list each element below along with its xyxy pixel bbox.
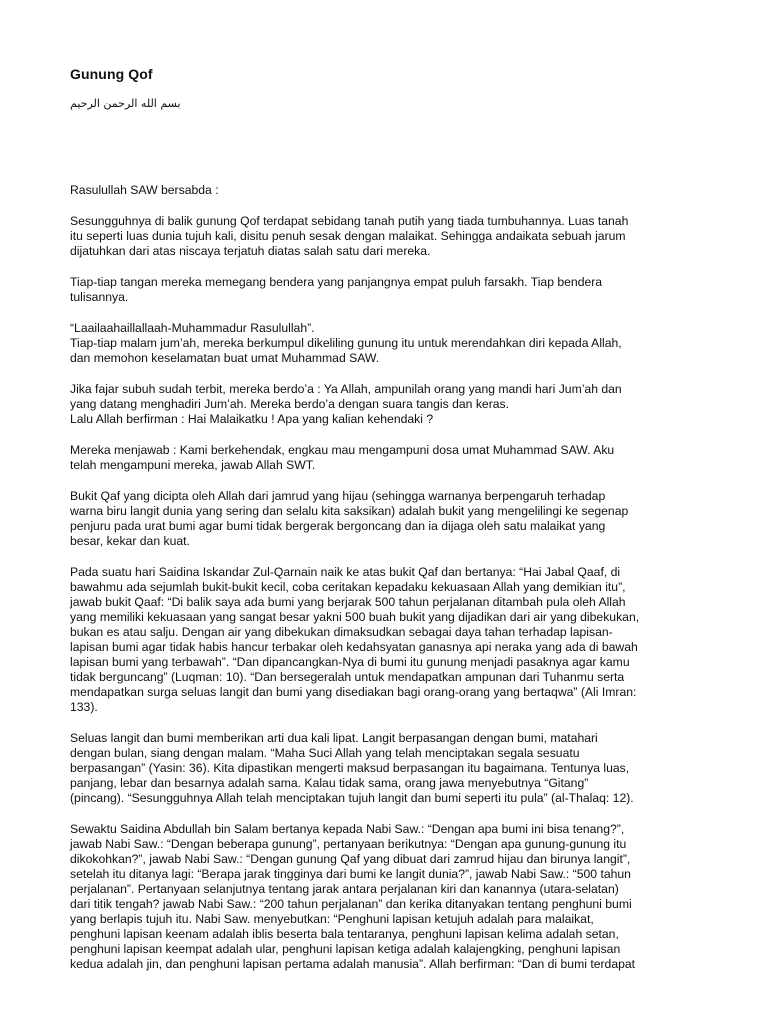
- paragraph-7: Bukit Qaf yang dicipta oleh Allah dari jamrud yang hijau (sehingga warnanya berpengaruh terhadap warna biru langit dunia yang sering dan selalu kita saksikan) adalah bukit yang mengelilingi ke segenap penjuru pada urat bumi agar bumi tidak bergerak bergoncang dan ia dijaga oleh satu malaikat yang besar, kekar dan kuat.: [70, 489, 629, 548]
- document-title: Gunung Qof: [70, 66, 153, 82]
- paragraph-10: Sewaktu Saidina Abdullah bin Salam bertanya kepada Nabi Saw.: “Dengan apa bumi ini bisa tenang?”, jawab Nabi Saw.: “Dengan beberapa gunung”, pertanyaan berikutnya: “Dengan apa gunung-gunung itu dikokohkan?”, jawab Nabi Saw.: “Dengan gunung Qaf yang dibuat dari zamrud hijau dan birunya langit”, setelah itu ditanya lagi: “Berapa jarak tingginya dari bumi ke langit dunia?”, jawab Nabi Saw.: “500 tahun perjalanan”. Pertanyaan selanjutnya tentang jarak antara perjalanan kiri dan kanannya (utara-selatan) dari titik tengah? jawab Nabi Saw.: “200 tahun perjalanan” dan kerika ditanyakan tentang penghuni bumi yang berlapis tujuh itu. Nabi Saw. menyebutkan: “Penghuni lapisan ketujuh adalah para malaikat, penghuni lapisan keenam adalah iblis beserta bala tentaranya, penghuni lapisan kelima adalah setan, penghuni lapisan keempat adalah ular, penghuni lapisan ketiga adalah kalajengking, penghuni lapisan kedua adalah jin, dan penghuni lapisan pertama adalah manusia”. Allah berfirman: “Dan di bumi terdapat: [70, 822, 636, 971]
- paragraph-4: “Laailaahaillallaah-Muhammadur Rasulullah”. Tiap-tiap malam jum’ah, mereka berkumpul dikeliling gunung itu untuk merendahkan diri kepada Allah, dan memohon keselamatan buat umat Muhammad SAW.: [70, 321, 622, 365]
- paragraph-3: Tiap-tiap tangan mereka memegang bendera yang panjangnya empat puluh farsakh. Tiap bendera tulisannya.: [70, 275, 603, 304]
- paragraph-2: Sesungguhnya di balik gunung Qof terdapat sebidang tanah putih yang tiada tumbuhannya. Luas tanah itu seperti luas dunia tujuh kali, disitu penuh sesak dengan malaikat. Sehingga andaikata sebuah jarum dijatuhkan dari atas niscaya terjatuh diatas salah satu dari mereka.: [70, 214, 629, 258]
- paragraph-5: Jika fajar subuh sudah terbit, mereka berdo’a : Ya Allah, ampunilah orang yang mandi hari Jum’ah dan yang datang menghadiri Jum’ah. Mereka berdo’a dengan suara tangis dan keras. Lalu Allah berfirman : Hai Malaikatku ! Apa yang kalian kehendaki ?: [70, 382, 622, 426]
- paragraph-9: Seluas langit dan bumi memberikan arti dua kali lipat. Langit berpasangan dengan bumi, matahari dengan bulan, siang dengan malam. “Maha Suci Allah yang telah menciptakan segala sesuatu berpasangan” (Yasin: 36). Kita dipastikan mengerti maksud berpasangan itu bagaimana. Tentunya luas, panjang, lebar dan besarnya adalah sama. Kalau tidak sama, orang jawa menyebutnya “Gitang” (pincang). “Sesungguhnya Allah telah menciptakan tujuh langit dan bumi seperti itu pula” (al-Thalaq: 12).: [70, 731, 634, 805]
- paragraph-8: Pada suatu hari Saidina Iskandar Zul-Qarnain naik ke atas bukit Qaf dan bertanya: “Hai Jabal Qaaf, di bawahmu ada sejumlah bukit-bukit kecil, coba ceritakan kepadaku kekuasaan Allah yang demikian itu”, jawab bukit Qaaf: “Di balik saya ada bumi yang berjarak 500 tahun perjalanan ditambah pula oleh Allah yang memiliki kekuasaan yang sangat besar yakni 500 buah bukit yang dijadikan dari air yang dibekukan, bukan es atau salju. Dengan air yang dibekukan dimaksudkan sebagai daya tahan terhadap lapisan- lapisan bumi agar tidak habis hancur terbakar oleh kedahsyatan ganasnya api neraka yang ada di bawah lapisan bumi yang terbawah”. “Dan dipancangkan-Nya di bumi itu gunung menjadi pasaknya agar kamu tidak berguncang” (Luqman: 10). “Dan bersegeralah untuk mendapatkan ampunan dari Tuhanmu serta mendapatkan surga seluas langit dan bumi yang disediakan bagi orang-orang yang bertaqwa” (Ali Imran: 133).: [70, 565, 640, 714]
- document-page: [70, 0, 690, 1024]
- document-body: [70, 183, 690, 988]
- paragraph-6: Mereka menjawab : Kami berkehendak, engkau mau mengampuni dosa umat Muhammad SAW. Aku telah mengampuni mereka, jawab Allah SWT.: [70, 443, 615, 472]
- basmala-text: بسم الله الرحمن الرحيم: [70, 97, 181, 110]
- paragraph-1: Rasulullah SAW bersabda :: [70, 183, 219, 197]
